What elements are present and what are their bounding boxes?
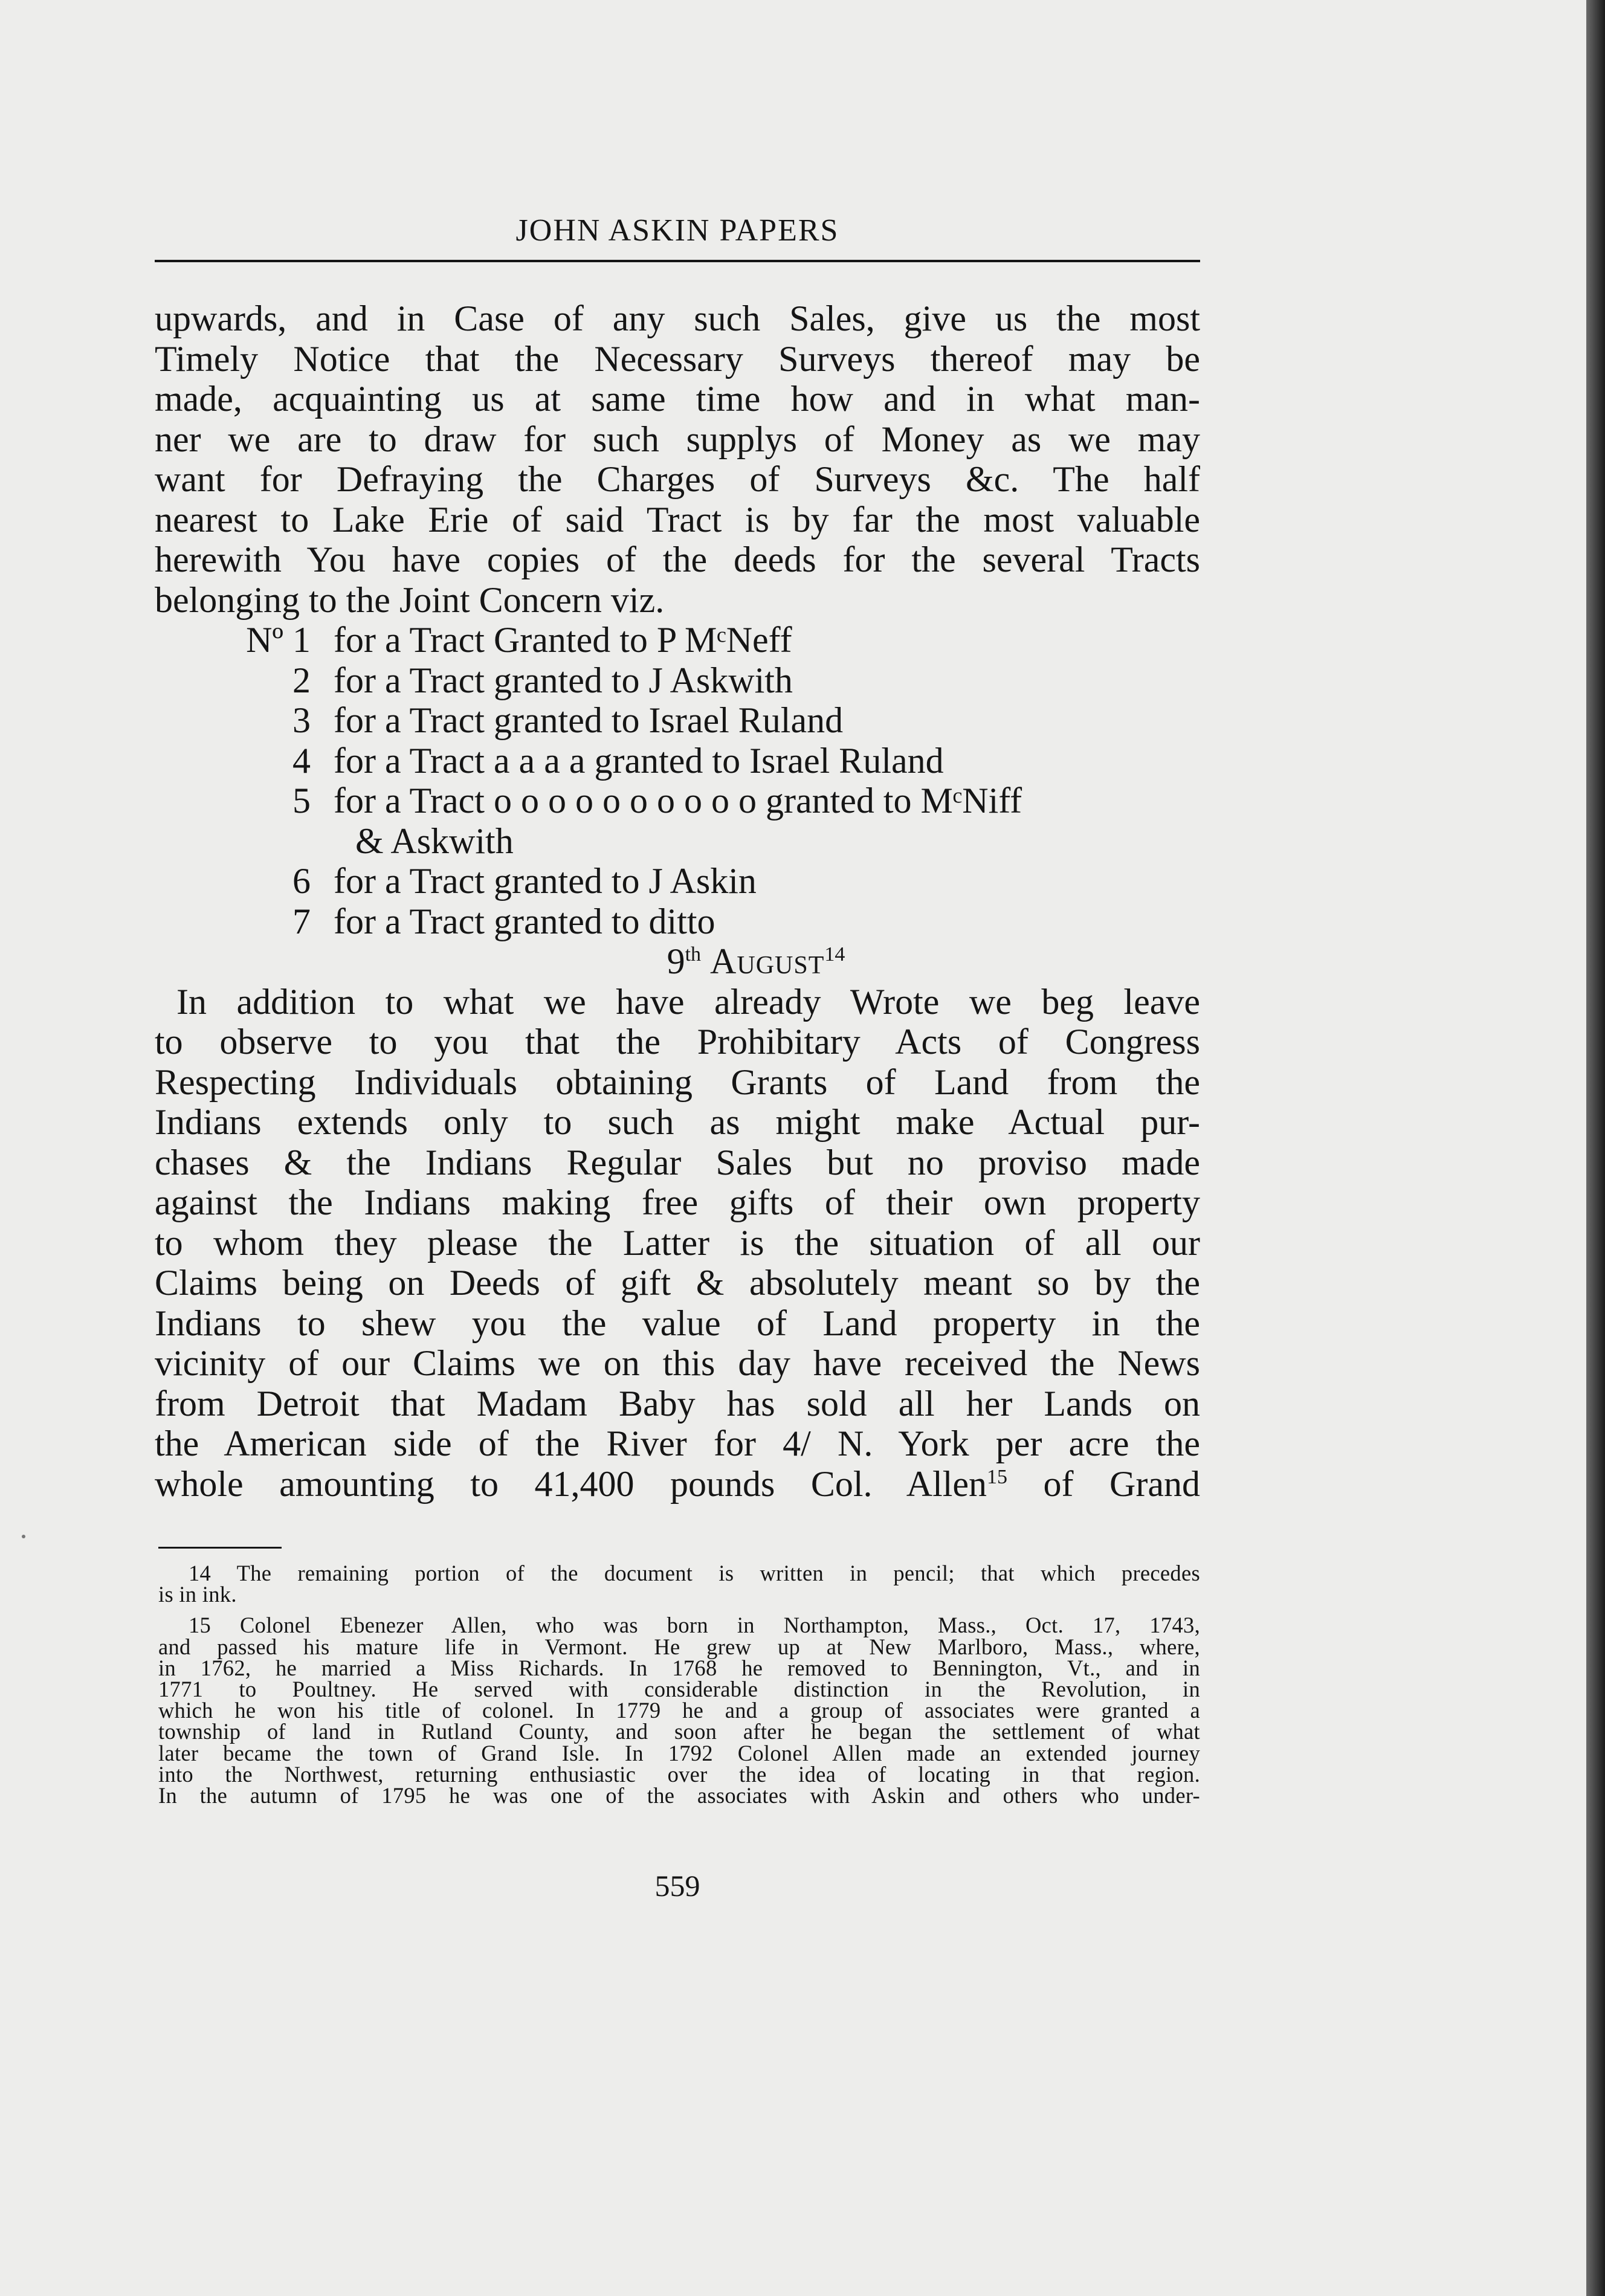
margin-speck — [22, 1535, 25, 1538]
text-line: nearest to Lake Erie of said Tract is by far the most valuable — [155, 499, 1200, 540]
page-edge-shadow — [1586, 0, 1605, 2296]
footnote-ref-14: 14 — [824, 943, 845, 966]
list-item — [155, 741, 1200, 781]
list-item-text: for a Tract granted to J Askin — [334, 861, 757, 901]
text-line: belonging to the Joint Concern viz. — [155, 579, 665, 620]
text-line: In addition to what we have already Wrote we beg leave — [176, 981, 1200, 1022]
text-line: to whom they please the Latter is the situation of all our — [155, 1222, 1200, 1263]
list-item-text: & Askwith — [355, 821, 514, 861]
last-line-after: of Grand — [1007, 1463, 1200, 1504]
date-heading — [155, 941, 1200, 982]
text-line: from Detroit that Madam Baby has sold all her Lands on — [155, 1383, 1200, 1424]
date-month: August — [710, 941, 825, 981]
footnote — [158, 1614, 1200, 1806]
paragraph-2 — [155, 982, 1200, 1464]
list-item — [155, 821, 1200, 862]
text-line: to observe to you that the Prohibitary Acts of Congress — [155, 1022, 1200, 1062]
page-number: 559 — [654, 1869, 700, 1903]
list-item-text: for a Tract granted to ditto — [334, 901, 715, 941]
footnote-line: into the Northwest, returning enthusiastic over the idea of locating in that region. — [158, 1761, 1200, 1787]
list-item-text: for a Tract Granted to P MᶜNeff — [334, 620, 792, 660]
footnote-line: 15 Colonel Ebenezer Allen, who was born in Northampton, Mass., Oct. 17, 1743, — [189, 1613, 1200, 1638]
footnote-line: township of land in Rutland County, and soon after he began the settlement of what — [158, 1719, 1200, 1744]
text-line: Timely Notice that the Necessary Surveys thereof may be — [155, 338, 1200, 379]
list-item-number: 3 — [292, 700, 311, 740]
paragraph-2-last-line — [155, 1464, 1200, 1504]
date-day-suffix: th — [685, 943, 702, 966]
list-item — [155, 660, 1200, 701]
footnote-line: and passed his mature life in Vermont. He grew up at New Marlboro, Mass., where, — [158, 1634, 1200, 1659]
text-line: chases & the Indians Regular Sales but no proviso made — [155, 1142, 1200, 1182]
text-line: Claims being on Deeds of gift & absolutely meant so by the — [155, 1263, 1200, 1303]
footnote-line: 14 The remaining portion of the document is written in pencil; that which precedes — [189, 1561, 1200, 1585]
list-item-number: 2 — [292, 660, 311, 700]
paragraph-1 — [155, 298, 1200, 620]
footnote-line: in 1762, he married a Miss Richards. In 1768 he removed to Bennington, Vt., and in — [158, 1655, 1200, 1680]
main-text — [155, 298, 1200, 1504]
list-item — [155, 620, 1200, 660]
text-line: Indians to shew you the value of Land property in the — [155, 1303, 1200, 1343]
list-item-number: Nº 1 — [246, 620, 311, 660]
text-line: made, acquainting us at same time how and in what man- — [155, 379, 1200, 419]
last-line-before: whole amounting to 41,400 pounds Col. Allen — [155, 1463, 987, 1504]
tract-list — [155, 620, 1200, 941]
footnote — [158, 1562, 1200, 1605]
list-item-text: for a Tract granted to J Askwith — [334, 660, 793, 700]
list-item-text: for a Tract a a a a granted to Israel Ruland — [334, 740, 944, 781]
list-item-number: 5 — [292, 781, 311, 821]
list-item-number: 6 — [292, 861, 311, 901]
footnote-rule — [158, 1547, 282, 1549]
list-item — [155, 901, 1200, 942]
text-line: Respecting Individuals obtaining Grants of Land from the — [155, 1062, 1200, 1102]
text-line: want for Defraying the Charges of Surveys &c. The half — [155, 459, 1200, 499]
footnotes — [158, 1562, 1200, 1806]
list-item-text: for a Tract granted to Israel Ruland — [334, 700, 844, 740]
footnote-line: is in ink. — [158, 1582, 237, 1607]
list-item — [155, 700, 1200, 741]
date-day: 9 — [667, 941, 685, 981]
list-item — [155, 861, 1200, 901]
text-line: upwards, and in Case of any such Sales, give us the most — [155, 298, 1200, 338]
footnote-line: 1771 to Poultney. He served with considerable distinction in the Revolution, in — [158, 1676, 1200, 1701]
text-line: ner we are to draw for such supplys of Money as we may — [155, 419, 1200, 459]
header-rule — [155, 260, 1200, 262]
text-line: Indians extends only to such as might make Actual pur- — [155, 1102, 1200, 1142]
running-head: JOHN ASKIN PAPERS — [515, 213, 839, 248]
list-item-number: 7 — [292, 901, 311, 941]
text-line: vicinity of our Claims we on this day have received the News — [155, 1343, 1200, 1383]
list-item-number: 4 — [292, 740, 311, 781]
list-item-text: for a Tract o o o o o o o o o o granted to MᶜNiff — [334, 781, 1022, 821]
list-item — [155, 781, 1200, 821]
footnote-line: which he won his title of colonel. In 1779 he and a group of associates were granted a — [158, 1698, 1200, 1723]
text-line: the American side of the River for 4/ N. York per acre the — [155, 1424, 1200, 1463]
text-line: herewith You have copies of the deeds for the several Tracts — [155, 540, 1200, 579]
footnote-line: In the autumn of 1795 he was one of the associates with Askin and others who under- — [158, 1782, 1200, 1808]
footnote-line: later became the town of Grand Isle. In 1792 Colonel Allen made an extended journey — [158, 1740, 1200, 1766]
footnote-ref-15: 15 — [987, 1465, 1008, 1488]
text-line: against the Indians making free gifts of their own property — [155, 1182, 1200, 1222]
